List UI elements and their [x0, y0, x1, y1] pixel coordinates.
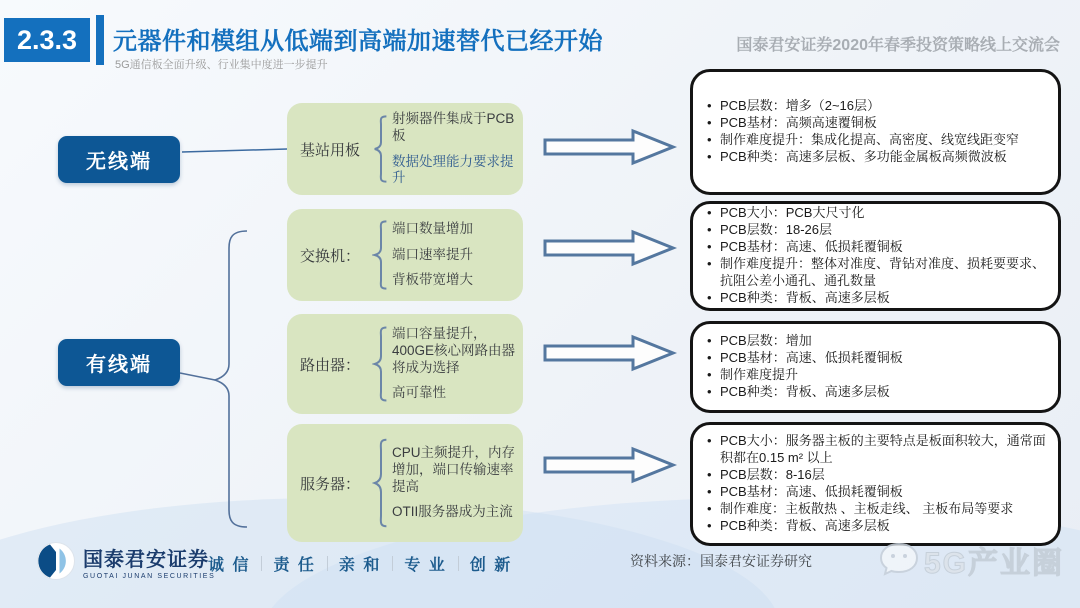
- brand-block: [36, 541, 215, 581]
- right-arrow-icon: [541, 445, 679, 485]
- page-title: 元器件和模组从低端到高端加速替代已经开始: [113, 28, 603, 55]
- device-box-server: [287, 424, 523, 542]
- chat-bubble-face-icon: [878, 542, 920, 578]
- brace-icon: [372, 115, 390, 183]
- pcb-point: • 制作难度提升：整体对准度、背钻对准度、损耗要要求、抗阻公差小通孔、通孔数量: [703, 256, 1046, 290]
- guotai-junan-logo-icon: [36, 541, 76, 581]
- brace-icon: [372, 220, 390, 290]
- pcb-point: • 制作难度：主板散热 、主板走线、 主板布局等要求: [703, 501, 1046, 518]
- brace-icon: [372, 326, 390, 402]
- pcb-point: • PCB基材：高速、低损耗覆铜板: [703, 239, 1046, 256]
- slogan-word: 亲 和: [338, 557, 382, 574]
- brand-name-cn: 国泰君安证券: [83, 548, 209, 571]
- device-feature: 背板带宽增大: [392, 272, 473, 288]
- side-box-wireless: [58, 136, 180, 183]
- device-box-router: [287, 314, 523, 414]
- pcb-detail-box-server: [690, 422, 1061, 546]
- slogan-word: 创 新: [469, 557, 513, 574]
- pcb-point: • PCB大小：服务器主板的主要特点是板面积较大，通常面积都在0.15 m² 以上: [703, 433, 1046, 467]
- pcb-point: • PCB种类：高速多层板、多功能金属板高频微波板: [703, 149, 1046, 166]
- device-feature: 端口容量提升，400GE核心网路由器将成为选择: [392, 325, 516, 375]
- side-box-wired-label: 有线端: [86, 354, 152, 376]
- page-subtitle: 5G通信板全面升级、行业集中度进一步提升: [115, 59, 328, 71]
- slogan-word: 专 业: [404, 557, 447, 574]
- pcb-point: • PCB层数：8-16层: [703, 467, 1046, 484]
- device-label: 基站用板: [300, 141, 361, 159]
- device-label: 交换机：: [300, 247, 361, 265]
- right-arrow-icon: [541, 333, 679, 373]
- watermark-text: 5G产业圈: [924, 547, 1065, 580]
- brand-name-en: GUOTAI JUNAN SECURITIES: [83, 572, 216, 580]
- pcb-point: • PCB基材：高速、低损耗覆铜板: [703, 350, 1046, 367]
- pcb-point: • 制作难度提升：集成化提高、高密度、线宽线距变窄: [703, 132, 1046, 149]
- device-feature: 端口速率提升: [392, 246, 473, 262]
- pcb-point: • PCB种类：背板、高速多层板: [703, 518, 1046, 535]
- pcb-point: • PCB基材：高频高速覆铜板: [703, 115, 1046, 132]
- device-feature: 射频器件集成于PCB板: [392, 110, 515, 143]
- device-box-base-station: [287, 103, 523, 195]
- pcb-point: • PCB种类：背板、高速多层板: [703, 290, 1046, 307]
- side-box-wired: [58, 339, 180, 386]
- device-feature: 数据处理能力要求提升: [392, 153, 514, 186]
- device-feature: 端口数量增加: [392, 220, 473, 236]
- slogan-divider: [392, 556, 393, 571]
- slogan-word: 诚 信: [208, 557, 251, 574]
- device-feature: OTII服务器成为主流: [392, 504, 513, 520]
- device-label: 服务器：: [300, 475, 361, 493]
- device-box-switch: [287, 209, 523, 301]
- pcb-point: • PCB基材：高速、低损耗覆铜板: [703, 484, 1046, 501]
- slogan-divider: [261, 556, 262, 571]
- title-divider-bar: [96, 15, 104, 65]
- pcb-point: • PCB层数：增多（2~16层）: [703, 98, 1046, 115]
- pcb-detail-box-switch: [690, 201, 1061, 311]
- device-feature: 高可靠性: [392, 385, 446, 401]
- right-arrow-icon: [541, 127, 679, 167]
- pcb-detail-box-base-station: [690, 69, 1061, 195]
- section-number-badge: 2.3.3: [4, 18, 90, 62]
- brace-icon: [372, 438, 390, 528]
- data-source-note: 资料来源：国泰君安证券研究: [630, 553, 812, 569]
- pcb-point: • PCB层数：18-26层: [703, 222, 1046, 239]
- device-label: 路由器：: [300, 356, 361, 374]
- device-feature: CPU主频提升，内存增加，端口传输速率提高: [392, 444, 516, 494]
- right-arrow-icon: [541, 228, 679, 268]
- pcb-point: • PCB层数：增加: [703, 333, 1046, 350]
- pcb-point: • PCB种类：背板、高速多层板: [703, 384, 1046, 401]
- brand-slogan: [208, 552, 512, 575]
- pcb-point: • 制作难度提升: [703, 367, 1046, 384]
- slogan-divider: [458, 556, 459, 571]
- watermark: [878, 538, 1064, 582]
- side-box-wireless-label: 无线端: [86, 151, 152, 173]
- pcb-point: • PCB大小：PCB大尺寸化: [703, 205, 1046, 222]
- conference-title: 国泰君安证券2020年春季投资策略线上交流会: [736, 37, 1060, 54]
- slogan-divider: [327, 556, 328, 571]
- slogan-word: 责 任: [273, 557, 316, 574]
- pcb-detail-box-router: [690, 321, 1061, 413]
